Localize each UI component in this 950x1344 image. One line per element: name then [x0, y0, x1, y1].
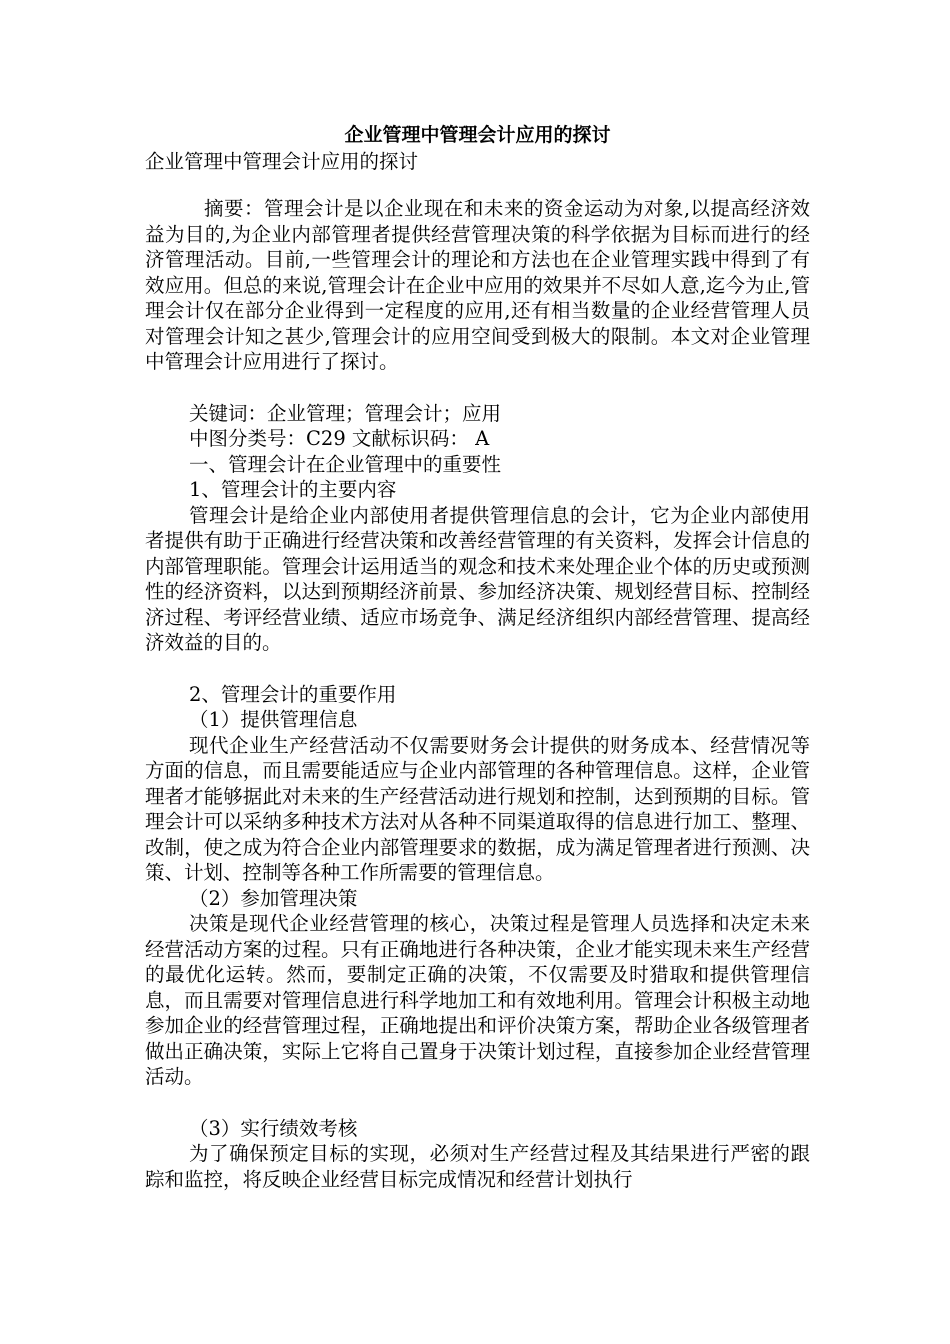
- document-subtitle: 企业管理中管理会计应用的探讨: [145, 150, 419, 173]
- document-title: 企业管理中管理会计应用的探讨: [344, 124, 611, 146]
- spacer: [145, 656, 810, 682]
- subsection-heading: 2、管理会计的重要作用: [189, 682, 397, 706]
- abstract-paragraph: 摘要：管理会计是以企业现在和未来的资金运动为对象,以提高经济效益为目的,为企业内部管理者提供经营管理决策的科学依据为目标而进行的经济管理活动。目前,一些管理会计的理论和方法也在企业管理实践中得到了有效应用。但总的来说,管理会计在企业中应用的效果并不尽如人意,迄今为止,管理会计仅在部分企业得到一定程度的应用,还有相当数量的企业经营管理人员对管理会计知之甚少,管理会计的应用空间受到极大的限制。本文对企业管理中管理会计应用进行了探讨。: [145, 197, 810, 373]
- body-paragraph: 为了确保预定目标的实现，必须对生产经营过程及其结果进行严密的跟踪和监控，将反映企业经营目标完成情况和经营计划执行: [145, 1142, 810, 1191]
- document-content: [145, 122, 810, 1192]
- spacer: [145, 174, 810, 196]
- body-paragraph: 现代企业生产经营活动不仅需要财务会计提供的财务成本、经营情况等方面的信息，而且需要能适应与企业内部管理的各种管理信息。这样，企业管理者才能够据此对未来的生产经营活动进行规划和控制，达到预期的目标。管理会计可以采纳多种技术方法对从各种不同渠道取得的信息进行加工、整理、改制，使之成为符合企业内部管理要求的数据，成为满足管理者进行预测、决策、计划、控制等各种工作所需要的管理信息。: [145, 733, 810, 884]
- body-paragraph: 管理会计是给企业内部使用者提供管理信息的会计，它为企业内部使用者提供有助于正确进行经营决策和改善经营管理的有关资料，发挥会计信息的内部管理职能。管理会计运用适当的观念和技术来处理企业个体的历史或预测性的经济资料，以达到预期经济前景、参加经济决策、规划经营目标、控制经济过程、考评经营业绩、适应市场竞争、满足经济组织内部经营管理、提高经济效益的目的。: [145, 503, 810, 654]
- spacer: [145, 1090, 810, 1116]
- subsection-heading: 1、管理会计的主要内容: [189, 478, 397, 501]
- body-paragraph: 决策是现代企业经营管理的核心，决策过程是管理人员选择和决定未来经营活动方案的过程。只有正确地进行各种决策，企业才能实现未来生产经营的最优化运转。然而，要制定正确的决策，不仅需要及时猎取和提供管理信息，而且需要对管理信息进行科学地加工和有效地利用。管理会计积极主动地参加企业的经营管理过程，正确地提出和评价决策方案，帮助企业各级管理者做出正确决策，实际上它将自己置身于决策计划过程，直接参加企业经营管理活动。: [145, 912, 810, 1088]
- item-heading: （1）提供管理信息: [189, 708, 358, 731]
- spacer: [145, 375, 810, 401]
- item-heading: （2）参加管理决策: [189, 886, 358, 910]
- item-heading: （3）实行绩效考核: [189, 1116, 358, 1140]
- classification-line: 中图分类号：C29 文献标识码： A: [189, 427, 490, 450]
- keywords-line: 关键词：企业管理；管理会计；应用: [189, 401, 502, 425]
- section-heading: 一、管理会计在企业管理中的重要性: [189, 452, 502, 476]
